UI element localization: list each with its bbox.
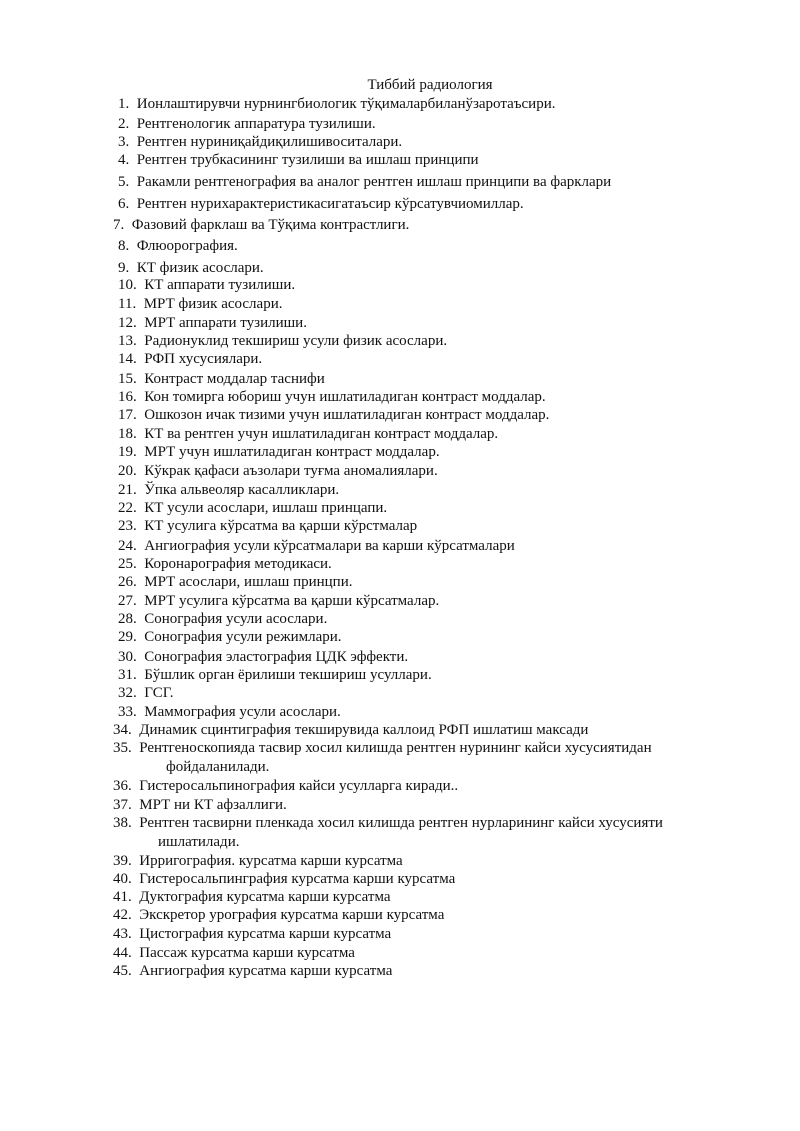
- list-item: [118, 537, 515, 556]
- item-text-continuation: ишлатилади.: [158, 834, 240, 850]
- item-text: Бўшлик орган ёрилиши текшириш усуллари.: [144, 667, 432, 683]
- list-item: [113, 216, 409, 235]
- item-text: РФП хусусиялари.: [144, 351, 263, 367]
- item-text: МРТ физик асослари.: [143, 296, 283, 312]
- item-number: 45.: [113, 963, 132, 979]
- list-item: [118, 462, 438, 481]
- item-number: 7.: [113, 217, 125, 233]
- list-item: [118, 610, 327, 629]
- item-number: 19.: [118, 444, 137, 460]
- item-text: Ионлаштирувчи нурнингбиологик тўқималарбиланўзаротаъсири.: [136, 96, 556, 112]
- item-number: 42.: [113, 907, 132, 923]
- item-text: КТ ва рентген учун ишлатиладиган контраст моддалар.: [144, 426, 499, 442]
- list-item: [118, 115, 376, 134]
- list-item: [118, 406, 549, 425]
- list-item: [118, 443, 440, 462]
- item-text: КТ усулига кўрсатма ва қарши кўрстмалар: [144, 518, 418, 534]
- item-text: Ирригография. курсатма карши курсатма: [139, 853, 403, 869]
- list-item: [118, 592, 439, 611]
- item-number: 18.: [118, 426, 137, 442]
- item-text: Гистеросальпинграфия курсатма карши курсатма: [139, 871, 456, 887]
- item-number: 6.: [118, 196, 130, 212]
- item-text: Ошкозон ичак тизими учун ишлатиладиган контраст моддалар.: [144, 407, 550, 423]
- item-number: 44.: [113, 945, 132, 961]
- list-item: [113, 777, 458, 796]
- item-text: Фазовий фарклаш ва Тўқима контрастлиги.: [131, 217, 410, 233]
- item-text: МРТ учун ишлатиладиган контраст моддалар.: [144, 444, 440, 460]
- item-text-continuation: фойдаланилади.: [166, 759, 270, 775]
- item-number: 30.: [118, 649, 137, 665]
- list-item: [118, 425, 498, 444]
- list-item: [113, 739, 652, 777]
- item-number: 15.: [118, 371, 137, 387]
- item-number: 17.: [118, 407, 137, 423]
- list-item: [118, 388, 546, 407]
- list-item: [113, 852, 403, 871]
- item-text: Контраст моддалар таснифи: [144, 371, 325, 387]
- list-item: [118, 332, 447, 351]
- list-item: [113, 796, 287, 815]
- list-item: [118, 195, 524, 214]
- item-text: Кон томирга юбориш учун ишлатиладиган контраст моддалар.: [144, 389, 546, 405]
- item-number: 37.: [113, 797, 132, 813]
- item-number: 20.: [118, 463, 137, 479]
- item-number: 35.: [113, 740, 132, 756]
- list-item: [118, 314, 307, 333]
- list-item: [118, 684, 173, 703]
- item-text: Рентгеноскопияда тасвир хосил килишда рентген нурининг кайси хусусиятидан: [139, 740, 652, 756]
- list-item: [113, 888, 391, 907]
- item-text: Дуктография курсатма карши курсатма: [139, 889, 391, 905]
- item-number: 38.: [113, 815, 132, 831]
- item-number: 13.: [118, 333, 137, 349]
- list-item: [113, 814, 663, 852]
- item-text: Пассаж курсатма карши курсатма: [139, 945, 355, 961]
- list-item: [113, 925, 391, 944]
- item-text: Рентген тасвирни пленкада хосил килишда рентген нурларининг кайси хусусияти: [139, 815, 663, 831]
- list-item: [113, 906, 444, 925]
- item-number: 5.: [118, 174, 130, 190]
- item-number: 29.: [118, 629, 137, 645]
- item-number: 1.: [118, 96, 130, 112]
- item-number: 33.: [118, 704, 137, 720]
- item-text: Рентген нуриниқайдиқилишивоситалари.: [136, 134, 403, 150]
- list-item: [118, 703, 341, 722]
- item-text: Ангиография усули кўрсатмалари ва карши кўрсатмалари: [144, 538, 515, 554]
- item-number: 14.: [118, 351, 137, 367]
- item-number: 43.: [113, 926, 132, 942]
- list-item: [118, 499, 387, 518]
- list-item: [118, 481, 339, 500]
- list-item: [118, 237, 238, 256]
- item-number: 3.: [118, 134, 130, 150]
- item-text: МРТ усулига кўрсатма ва қарши кўрсатмалар.: [144, 593, 440, 609]
- item-number: 40.: [113, 871, 132, 887]
- list-item: [118, 628, 342, 647]
- item-text: Флюорография.: [136, 238, 238, 254]
- list-item: [113, 962, 392, 981]
- item-number: 24.: [118, 538, 137, 554]
- item-number: 25.: [118, 556, 137, 572]
- item-text: Ангиография курсатма карши курсатма: [139, 963, 393, 979]
- item-text: Гистеросальпинография кайси усулларга киради..: [139, 778, 459, 794]
- list-item: [113, 721, 588, 740]
- item-number: 27.: [118, 593, 137, 609]
- item-number: 12.: [118, 315, 137, 331]
- item-text: КТ аппарати тузилиши.: [144, 277, 296, 293]
- item-text: Кўкрак қафаси аъзолари туғма аномалиялари.: [144, 463, 438, 479]
- item-text: Ўпка альвеоляр касалликлари.: [144, 482, 340, 498]
- list-item: [118, 151, 479, 170]
- item-text: КТ физик асослари.: [136, 260, 264, 276]
- item-number: 26.: [118, 574, 137, 590]
- list-item: [118, 517, 417, 536]
- item-text: Сонография эластография ЦДК эффекти.: [144, 649, 409, 665]
- item-text: Сонография усули режимлари.: [144, 629, 342, 645]
- item-number: 23.: [118, 518, 137, 534]
- item-number: 2.: [118, 116, 130, 132]
- list-item: [113, 870, 455, 889]
- list-item: [118, 276, 295, 295]
- item-text: Рентген трубкасининг тузилиши ва ишлаш принципи: [136, 152, 479, 168]
- item-number: 21.: [118, 482, 137, 498]
- item-number: 39.: [113, 853, 132, 869]
- item-text: Коронарография методикаси.: [144, 556, 332, 572]
- item-number: 11.: [118, 296, 137, 312]
- item-number: 4.: [118, 152, 130, 168]
- item-number: 36.: [113, 778, 132, 794]
- list-item: [118, 648, 408, 667]
- item-text: Рентгенологик аппаратура тузилиши.: [136, 116, 376, 132]
- item-text: КТ усули асослари, ишлаш принцапи.: [144, 500, 388, 516]
- item-text: МРТ ни КТ афзаллиги.: [139, 797, 287, 813]
- item-text: Рентген нурихарактеристикасигатаъсир кўрсатувчиомиллар.: [136, 196, 524, 212]
- item-number: 8.: [118, 238, 130, 254]
- item-text: Цистография курсатма карши курсатма: [139, 926, 392, 942]
- item-text: Сонография усули асослари.: [144, 611, 328, 627]
- item-number: 28.: [118, 611, 137, 627]
- list-item: [113, 944, 355, 963]
- item-number: 22.: [118, 500, 137, 516]
- item-number: 32.: [118, 685, 137, 701]
- item-number: 34.: [113, 722, 132, 738]
- list-item: [118, 350, 262, 369]
- list-item: [118, 95, 555, 114]
- item-text: Маммография усули асослари.: [144, 704, 341, 720]
- document-title: Тиббий радиология: [367, 77, 493, 93]
- list-item: [118, 295, 282, 314]
- item-text: Радионуклид текшириш усули физик асослари.: [144, 333, 448, 349]
- item-number: 10.: [118, 277, 137, 293]
- item-text: Ракамли рентгенография ва аналог рентген ишлаш принципи ва фарклари: [136, 174, 612, 190]
- list-item: [118, 573, 352, 592]
- list-item: [118, 555, 332, 574]
- item-number: 31.: [118, 667, 137, 683]
- list-item: [118, 370, 325, 389]
- item-text: ГСГ.: [144, 685, 174, 701]
- item-text: МРТ аппарати тузилиши.: [144, 315, 307, 331]
- item-number: 16.: [118, 389, 137, 405]
- item-text: Экскретор урография курсатма карши курсатма: [139, 907, 445, 923]
- list-item: [118, 666, 432, 685]
- item-text: Динамик сцинтиграфия текширувида каллоид РФП ишлатиш максади: [139, 722, 589, 738]
- item-text: МРТ асослари, ишлаш принцпи.: [144, 574, 353, 590]
- list-item: [118, 133, 402, 152]
- item-number: 41.: [113, 889, 132, 905]
- item-number: 9.: [118, 260, 130, 276]
- list-item: [118, 173, 611, 192]
